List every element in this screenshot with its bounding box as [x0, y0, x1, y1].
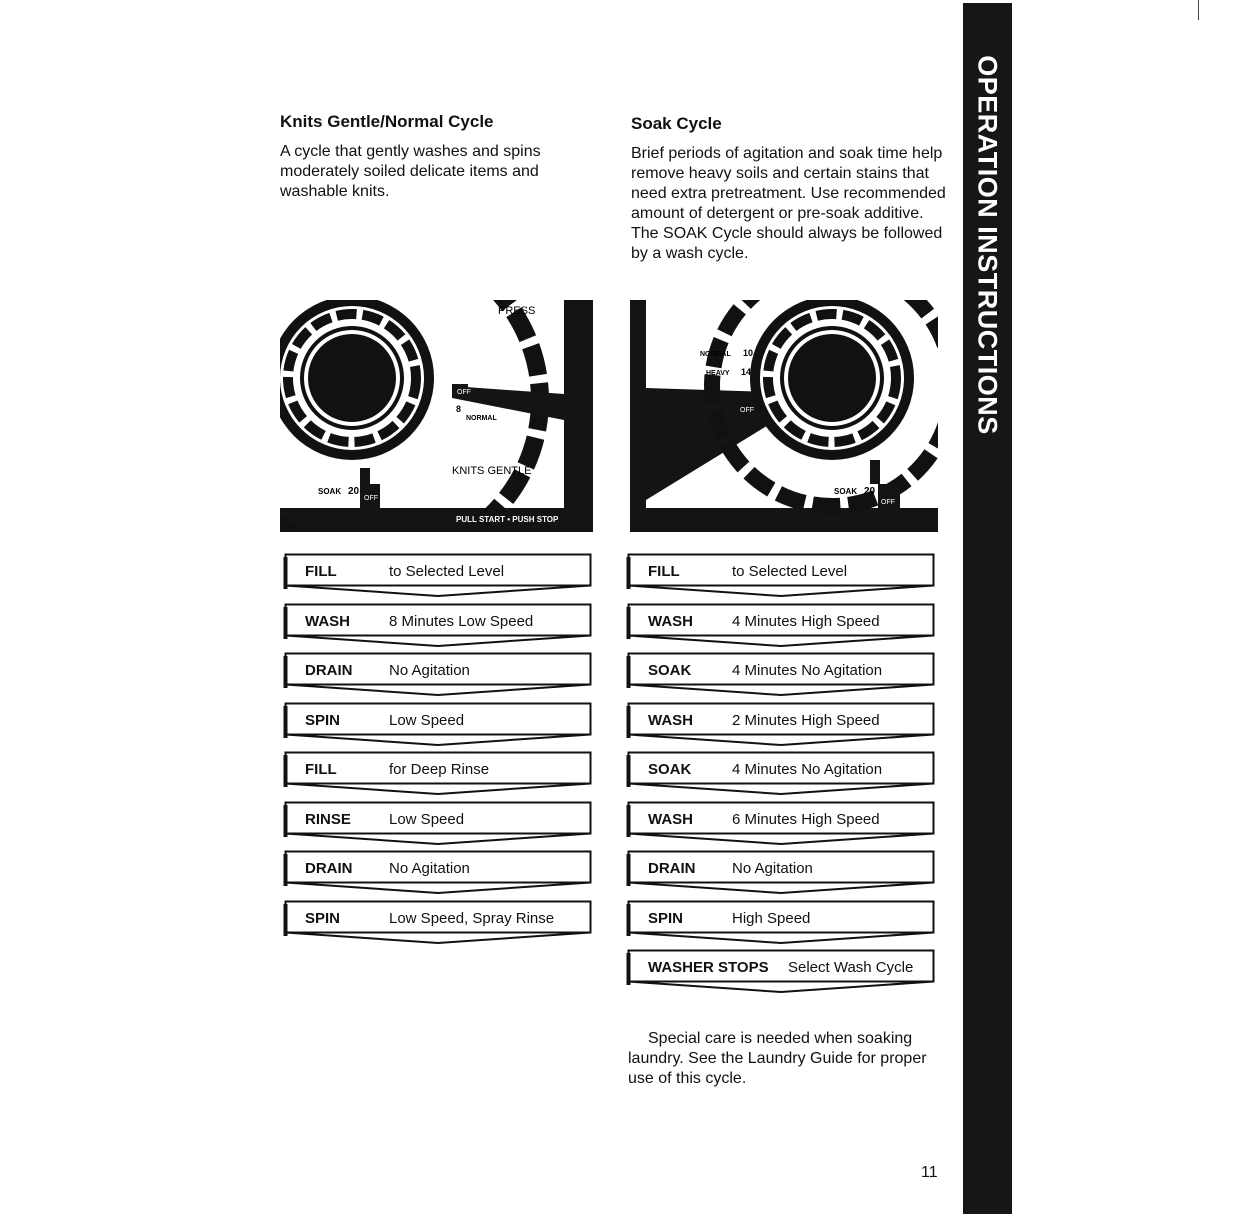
soak-minutes: 20	[864, 486, 876, 497]
soak-minutes: 20	[348, 486, 360, 497]
knits-gentle-label: KNITS GENTLE	[452, 465, 532, 477]
step-name: SPIN	[648, 909, 684, 927]
step-description: 4 Minutes High Speed	[732, 612, 880, 630]
step-name: SOAK	[648, 662, 692, 679]
step-description: No Agitation	[389, 860, 470, 877]
step-name: WASHER STOPS	[648, 959, 769, 976]
off-label: OFF	[740, 407, 754, 414]
soak-dial-illustration	[630, 300, 938, 532]
pull-start-label: PULL START • PUSH STOP	[456, 515, 559, 524]
step-description: to Selected Level	[389, 563, 505, 580]
section-title: Soak Cycle	[631, 114, 722, 133]
page-number: 11	[921, 1164, 938, 1181]
page-edge-mark	[1198, 0, 1199, 20]
step-description: High Speed	[732, 909, 811, 927]
soak-off-label: OFF	[364, 495, 378, 502]
soak-cycle-section	[631, 114, 951, 264]
step-name: SPIN	[305, 711, 341, 729]
step-description: 8 Minutes Low Speed	[389, 612, 534, 630]
step-name: FILL	[648, 563, 680, 580]
step-description: 6 Minutes High Speed	[732, 810, 880, 828]
knits-gentle-dial-illustration	[280, 300, 593, 532]
sequence-step	[626, 948, 938, 1008]
normal-minutes: 8	[456, 404, 462, 414]
step-description: 4 Minutes No Agitation	[732, 662, 883, 679]
step-description: 2 Minutes High Speed	[732, 711, 880, 729]
step-name: DRAIN	[648, 860, 696, 877]
step-description: Low Speed	[389, 810, 465, 828]
normal-label: NORMAL	[466, 415, 497, 422]
step-name: FILL	[305, 563, 337, 580]
step-name: FILL	[305, 761, 337, 778]
step-description: Low Speed	[389, 711, 465, 729]
heavy-minutes: 14	[741, 367, 752, 377]
step-name: WASH	[648, 612, 693, 630]
section-title: Knits Gentle/Normal Cycle	[280, 112, 494, 131]
heavy-label: HEAVY	[706, 370, 730, 377]
normal-minutes: 10	[743, 348, 754, 358]
section-tab-label: OPERATION INSTRUCTIONS	[972, 55, 1003, 435]
press-label: PRESS	[498, 305, 536, 317]
step-description: Select Wash Cycle	[788, 959, 914, 976]
step-name: DRAIN	[305, 662, 353, 679]
sequence-step	[283, 899, 595, 959]
step-description: for Deep Rinse	[389, 761, 490, 778]
step-description: No Agitation	[389, 662, 470, 679]
step-description: 4 Minutes No Agitation	[732, 761, 883, 778]
section-description: Brief periods of agitation and soak time help remove heavy soils and certain stains that need extra pretreatment. Use recommended amount of detergent or pre-soak additive. The SOAK Cycle should always be followed by a wash cycle.	[631, 145, 946, 262]
step-description: No Agitation	[732, 860, 813, 877]
knits-gentle-section	[280, 112, 580, 202]
soak-care-note: Special care is needed when soaking laundry. See the Laundry Guide for proper use of this cycle.	[628, 1030, 927, 1087]
soak-label: SOAK	[834, 487, 858, 496]
step-name: SOAK	[648, 761, 692, 778]
section-description: A cycle that gently washes and spins moderately soiled delicate items and washable knits.	[280, 143, 541, 200]
step-description: to Selected Level	[732, 563, 848, 580]
soak-off-label: OFF	[881, 499, 895, 506]
soak-label: SOAK	[318, 487, 342, 496]
step-description: Low Speed, Spray Rinse	[389, 909, 555, 927]
control-knob-icon	[280, 300, 540, 532]
step-name: DRAIN	[305, 860, 353, 877]
step-name: WASH	[648, 711, 693, 729]
off-label: OFF	[457, 389, 471, 396]
normal-label: NORMAL	[700, 351, 731, 358]
step-name: WASH	[305, 612, 350, 630]
step-name: SPIN	[305, 909, 341, 927]
step-name: WASH	[648, 810, 693, 828]
step-name: RINSE	[305, 810, 351, 828]
